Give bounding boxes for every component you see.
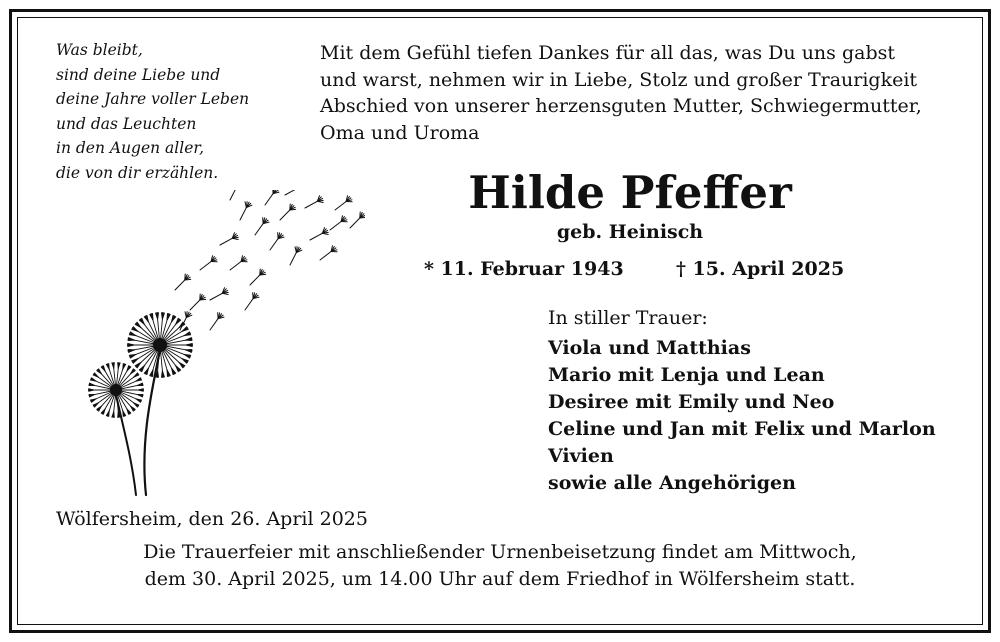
mourners-list	[548, 335, 936, 497]
intro-line: Abschied von unserer herzensguten Mutter, Schwiegermutter,	[320, 95, 922, 117]
dandelion-illustration	[80, 190, 365, 500]
mourner-entry: Desiree mit Emily und Neo	[548, 391, 835, 413]
mourner-entry: Vivien	[548, 445, 614, 467]
poem-line: und das Leuchten	[56, 114, 197, 133]
intro-line: Mit dem Gefühl tiefen Dankes für all das, was Du uns gabst	[320, 42, 895, 64]
place-date: Wölfersheim, den 26. April 2025	[56, 508, 368, 530]
mourner-entry: Celine und Jan mit Felix und Marlon	[548, 418, 936, 440]
poem-line: Was bleibt,	[56, 41, 143, 59]
mourner-entry: sowie alle Angehörigen	[548, 472, 796, 494]
service-line: Die Trauerfeier mit anschließender Urnenbeisetzung findet am Mittwoch,	[143, 541, 857, 563]
intro-text	[320, 40, 950, 146]
mourning-intro: In stiller Trauer:	[548, 307, 708, 329]
mourner-entry: Mario mit Lenja und Lean	[548, 364, 825, 386]
memorial-poem	[56, 38, 249, 185]
death-date: † 15. April 2025	[676, 258, 845, 280]
poem-line: deine Jahre voller Leben	[56, 90, 250, 108]
deceased-name: Hilde Pfeffer	[468, 166, 792, 219]
poem-line: in den Augen aller,	[56, 139, 205, 157]
intro-line: Oma und Uroma	[320, 121, 480, 144]
maiden-name: geb. Heinisch	[556, 221, 704, 243]
service-announcement	[60, 539, 940, 593]
mourner-entry: Viola und Matthias	[548, 337, 751, 359]
service-line: dem 30. April 2025, um 14.00 Uhr auf dem Friedhof in Wölfersheim statt.	[144, 568, 856, 590]
intro-line: und warst, nehmen wir in Liebe, Stolz und großer Traurigkeit	[320, 68, 918, 91]
poem-line: sind deine Liebe und	[56, 65, 221, 84]
poem-line: die von dir erzählen.	[56, 163, 219, 182]
birth-date: * 11. Februar 1943	[424, 258, 624, 280]
